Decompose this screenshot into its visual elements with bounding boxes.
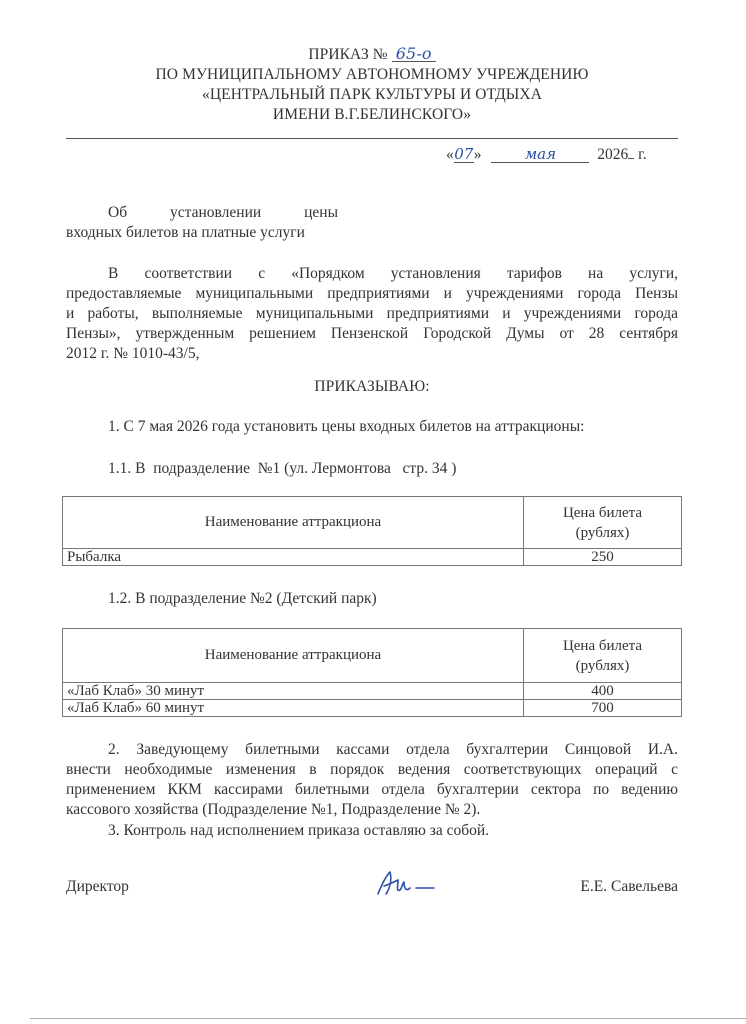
table-row — [63, 683, 682, 700]
column-header-name: Наименование аттракциона — [63, 629, 524, 683]
subject-word: цены — [304, 204, 338, 221]
preamble-line: 2012 г. № 1010-43/5, — [66, 345, 200, 362]
attraction-name: «Лаб Клаб» 60 минут — [63, 700, 524, 717]
signatory-position: Директор — [66, 878, 129, 895]
attraction-name: «Лаб Клаб» 30 минут — [63, 683, 524, 700]
item-2-line: внести необходимые изменения в порядок ведения соответствующих операций с — [66, 761, 678, 778]
attraction-name: Рыбалка — [63, 549, 524, 566]
price-header-line: (рублях) — [575, 524, 630, 541]
date-year-suffix: г. — [638, 146, 647, 163]
item-3: 3. Контроль над исполнением приказа оставляю за собой. — [108, 822, 490, 839]
handwritten-signature-icon — [372, 866, 444, 902]
subject-line-1 — [108, 204, 338, 222]
order-title — [66, 46, 678, 64]
date-year: 2026 — [597, 146, 629, 163]
item-2-line: кассового хозяйства (Подразделение №1, Подразделение № 2). — [66, 801, 481, 818]
item-1-2: 1.2. В подразделение №2 (Детский парк) — [108, 590, 377, 607]
header-line-1: ПО МУНИЦИПАЛЬНОМУ АВТОНОМНОМУ УЧРЕЖДЕНИЮ — [155, 66, 589, 83]
date-close-quote: » — [473, 146, 482, 163]
header-line-2: «ЦЕНТРАЛЬНЫЙ ПАРК КУЛЬТУРЫ И ОТДЫХА — [201, 86, 542, 103]
preamble-line: и работы, выполняемые муниципальными предприятиями и учреждениями города — [66, 305, 678, 322]
order-word: ПРИКАЗЫВАЮ: — [314, 378, 430, 395]
page-bottom-edge — [30, 1018, 746, 1019]
item-2-line: 2. Заведующему билетными кассами отдела бухгалтерии Синцовой И.А. — [108, 741, 678, 758]
attraction-price: 250 — [524, 549, 682, 566]
date-open-quote: « — [446, 146, 454, 163]
item-2-line: применением ККМ кассирами билетными отдела бухгалтерии сектора по ведению — [66, 781, 678, 798]
price-header-line: (рублях) — [575, 657, 630, 674]
subject-line-2: входных билетов на платные услуги — [66, 224, 305, 241]
attraction-price: 700 — [524, 700, 682, 717]
item-1-1: 1.1. В подразделение №1 (ул. Лермонтова стр. 34 ) — [108, 460, 457, 477]
order-label: ПРИКАЗ № — [308, 46, 388, 63]
tariff-table-2 — [62, 628, 682, 717]
preamble-line: Пензы», утвержденным решением Пензенской Городской Думы от 28 сентября — [66, 325, 678, 342]
item-1: 1. С 7 мая 2026 года установить цены входных билетов на аттракционы: — [108, 418, 585, 435]
preamble-line: предоставляемые муниципальными предприятиями и учреждениями города Пензы — [66, 285, 678, 302]
table-row — [63, 549, 682, 566]
order-date — [446, 146, 686, 164]
subject-word: Об — [108, 204, 128, 221]
preamble — [66, 264, 678, 364]
preamble-line: В соответствии с «Порядком установления тарифов на услуги, — [108, 265, 678, 282]
header-divider — [66, 138, 678, 139]
tariff-table-1 — [62, 496, 682, 566]
column-header-price — [524, 497, 682, 549]
price-header-line: Цена билета — [562, 637, 643, 654]
column-header-name: Наименование аттракциона — [63, 497, 524, 549]
table-row — [63, 700, 682, 717]
attraction-price: 400 — [524, 683, 682, 700]
order-number-handwritten: 65-о — [392, 46, 436, 62]
date-month-handwritten: мая — [491, 147, 589, 163]
column-header-price — [524, 629, 682, 683]
subject-word: установлении — [170, 204, 262, 221]
item-2 — [66, 740, 678, 820]
price-header-line: Цена билета — [562, 504, 643, 521]
date-day-handwritten: 07 — [454, 145, 474, 163]
header-line-3: ИМЕНИ В.Г.БЕЛИНСКОГО» — [272, 106, 472, 123]
signatory-name: Е.Е. Савельева — [580, 878, 678, 895]
